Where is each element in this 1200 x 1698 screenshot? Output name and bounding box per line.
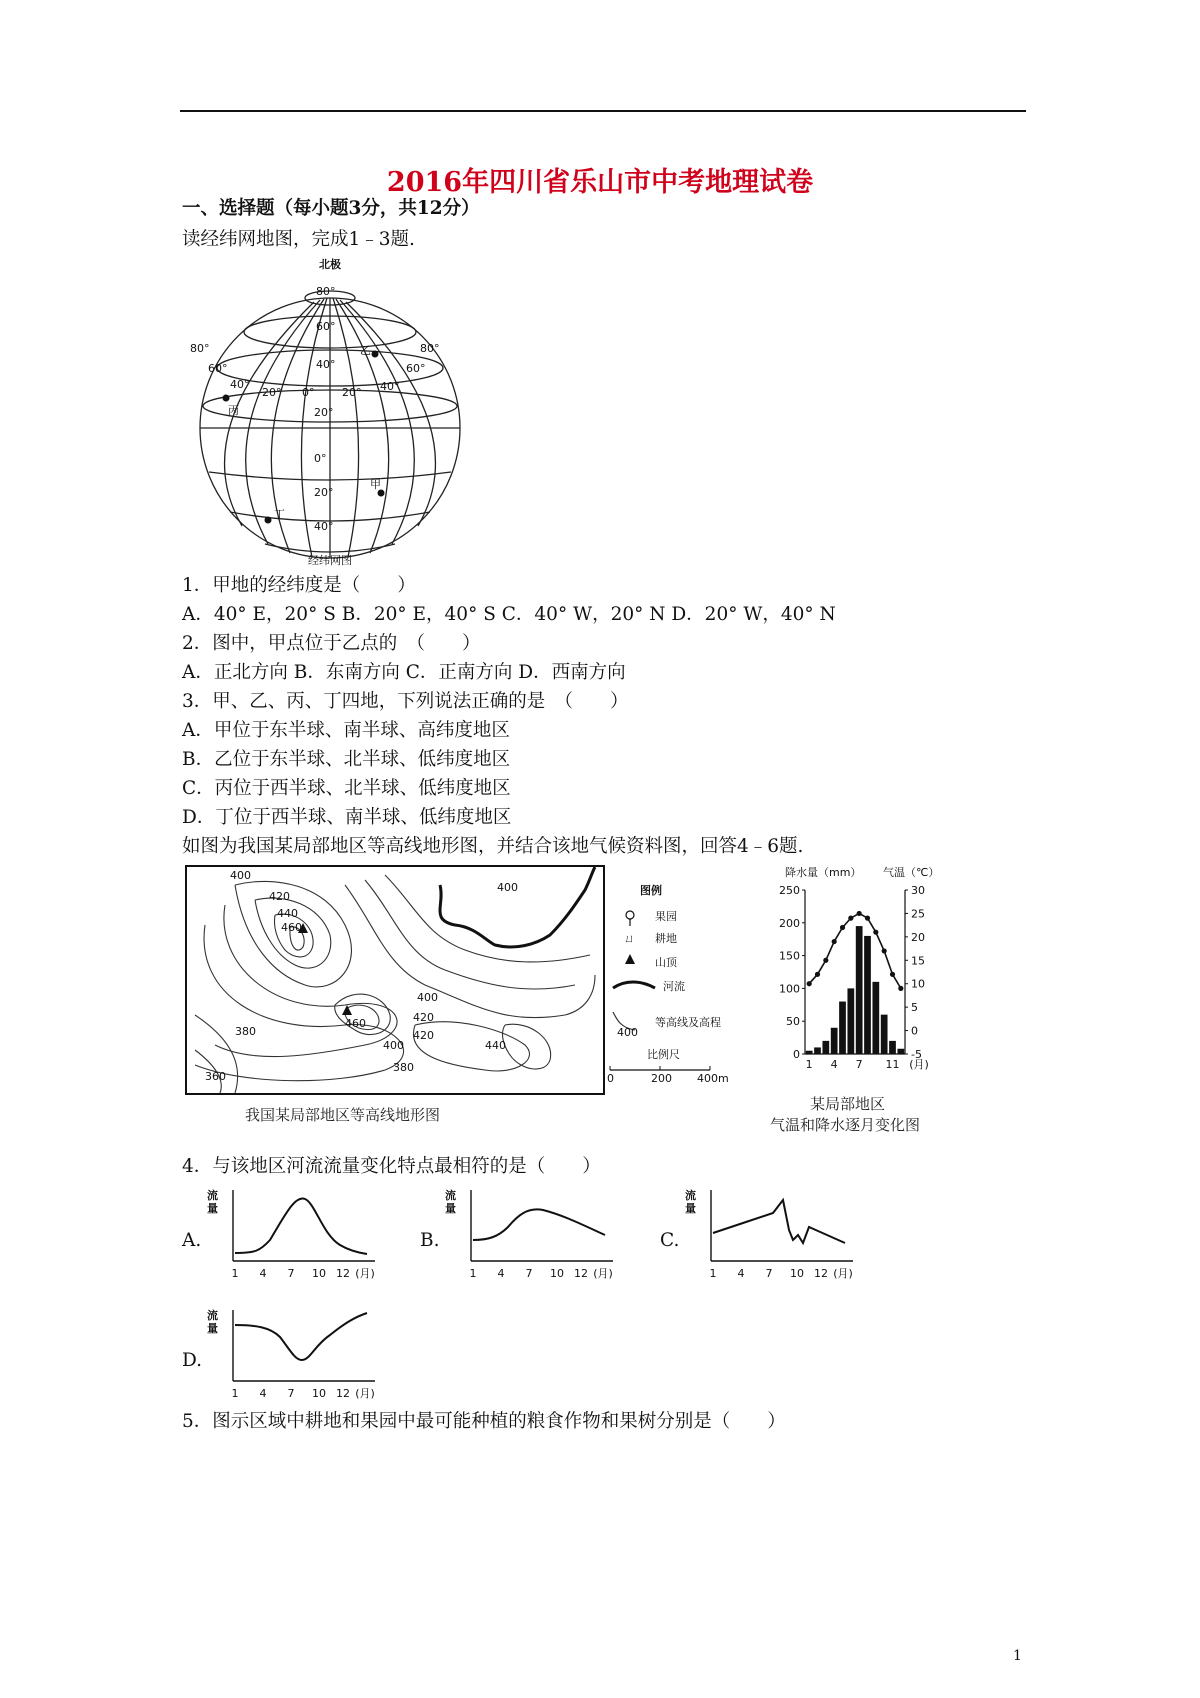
svg-text:420: 420: [269, 890, 290, 903]
q4-y-label: 量: [207, 1202, 218, 1215]
svg-text:20°: 20°: [262, 386, 282, 399]
globe-north-label: 北极: [319, 258, 341, 271]
svg-text:0: 0: [607, 1072, 614, 1085]
q4-x-tick-label: (月): [355, 1387, 375, 1400]
climate-ylabel-left: 降水量（mm）: [785, 866, 862, 879]
svg-text:440: 440: [277, 907, 298, 920]
svg-text:420: 420: [413, 1029, 434, 1042]
climate-ytick-label-left: 200: [779, 916, 800, 930]
q4-x-tick-label: 7: [765, 1267, 773, 1280]
q4-x-tick-label: 4: [259, 1387, 267, 1400]
q4-x-tick-label: 4: [259, 1267, 267, 1280]
svg-text:耕地: 耕地: [655, 932, 677, 945]
climate-precip-bar: [847, 988, 854, 1054]
svg-text:400: 400: [230, 869, 251, 882]
climate-ytick-label-left: 150: [779, 949, 800, 963]
q5-stem: 5．图示区域中耕地和果园中最可能种植的粮食作物和果树分别是（ ）: [182, 1411, 786, 1432]
q4-x-tick-label: 10: [312, 1267, 326, 1280]
climate-ylabel-right: 气温（℃）: [883, 866, 940, 879]
header-rule: [180, 110, 1026, 112]
svg-text:400: 400: [497, 881, 518, 894]
q4-x-tick-label: 12: [814, 1267, 828, 1280]
q4-y-label: 流: [207, 1189, 218, 1202]
svg-text:60°: 60°: [208, 362, 228, 375]
svg-text:60°: 60°: [316, 320, 336, 333]
climate-precip-bar: [864, 936, 871, 1054]
climate-precip-bar: [889, 1041, 896, 1054]
climate-temp-point: [823, 958, 828, 963]
climate-xtick-label: 1: [805, 1058, 813, 1071]
q4-y-label: 量: [445, 1202, 456, 1215]
climate-precip-bar: [897, 1049, 904, 1054]
point-yi: 乙: [360, 344, 371, 357]
q4-label-a: A.: [182, 1230, 202, 1251]
climate-temp-point: [807, 981, 812, 986]
climate-ytick-label-right: 0: [911, 1024, 918, 1038]
climate-ytick-label-left: 250: [779, 884, 800, 897]
climate-xtick-label: 4: [830, 1058, 838, 1071]
q4-y-label: 流: [207, 1309, 218, 1322]
q4-stem: 4．与该地区河流流量变化特点最相符的是（ ）: [182, 1156, 601, 1177]
climate-temp-point: [840, 925, 845, 930]
q3-option-d: D．丁位于西半球、南半球、低纬度地区: [182, 807, 512, 828]
climate-caption-2: 气温和降水逐月变化图: [770, 1116, 921, 1134]
intro-globe: 读经纬网地图，完成1﹣3题.: [182, 229, 415, 250]
climate-temp-point: [898, 986, 903, 991]
q4-x-tick-label: 4: [497, 1267, 505, 1280]
climate-ytick-label-right: 25: [911, 907, 925, 921]
contour-map-caption: 我国某局部地区等高线地形图: [245, 1106, 441, 1124]
climate-xtick-label: 7: [855, 1058, 863, 1071]
q4-x-tick-label: 12: [336, 1387, 350, 1400]
svg-text:果园: 果园: [655, 910, 677, 923]
page-number: 1: [1013, 1648, 1022, 1664]
climate-ytick-label-left: 100: [779, 982, 800, 996]
q3-option-a: A．甲位于东半球、南半球、高纬度地区: [182, 720, 510, 741]
svg-text:440: 440: [485, 1039, 506, 1052]
q4-x-tick-label: 1: [469, 1267, 477, 1280]
climate-temp-point: [832, 939, 837, 944]
q4-x-tick-label: 10: [312, 1387, 326, 1400]
climate-caption-1: 某局部地区: [810, 1095, 886, 1113]
climate-precip-bar: [872, 982, 879, 1054]
svg-text:60°: 60°: [406, 362, 426, 375]
climate-temp-point: [890, 972, 895, 977]
globe-caption: 经纬网图: [308, 554, 352, 567]
q4-x-tick-label: 1: [231, 1267, 239, 1280]
q3-option-c: C．丙位于西半球、北半球、低纬度地区: [182, 778, 511, 799]
svg-text:40°: 40°: [316, 358, 336, 371]
svg-text:400: 400: [417, 991, 438, 1004]
svg-text:460: 460: [281, 921, 302, 934]
page-title: 2016年四川省乐山市中考地理试卷: [386, 167, 814, 198]
climate-ytick-label-right: -5: [911, 1048, 922, 1061]
climate-xtick-label: (月): [909, 1058, 929, 1071]
svg-text:400m: 400m: [697, 1072, 729, 1085]
svg-text:200: 200: [651, 1072, 672, 1085]
svg-text:20°: 20°: [342, 386, 362, 399]
point-bing: 丙: [228, 404, 239, 417]
climate-ytick-label-right: 30: [911, 884, 925, 897]
climate-chart: [765, 862, 950, 1097]
svg-text:ㄩ: ㄩ: [624, 932, 635, 945]
q4-graph-a: [205, 1185, 385, 1285]
climate-temp-point: [873, 930, 878, 935]
svg-text:400: 400: [617, 1026, 638, 1039]
climate-precip-bar: [814, 1047, 821, 1054]
q4-x-tick-label: 4: [737, 1267, 745, 1280]
svg-text:0°: 0°: [314, 452, 327, 465]
svg-text:80°: 80°: [420, 342, 440, 355]
q4-graph-b: [443, 1185, 623, 1285]
q4-x-tick-label: (月): [593, 1267, 613, 1280]
svg-text:400: 400: [383, 1039, 404, 1052]
q4-x-tick-label: 7: [525, 1267, 533, 1280]
svg-text:460: 460: [345, 1017, 366, 1030]
q1-options: A．40° E，20° S B．20° E，40° S C．40° W，20° N D．20° W，40° N: [182, 604, 836, 625]
q4-x-tick-label: 10: [550, 1267, 564, 1280]
q4-x-tick-label: 12: [336, 1267, 350, 1280]
climate-precip-bar: [822, 1041, 829, 1054]
climate-ytick-label-right: 20: [911, 930, 925, 944]
q4-x-tick-label: 12: [574, 1267, 588, 1280]
q4-x-tick-label: (月): [833, 1267, 853, 1280]
svg-text:山顶: 山顶: [655, 956, 677, 969]
svg-text:比例尺: 比例尺: [647, 1048, 680, 1061]
svg-text:等高线及高程: 等高线及高程: [655, 1016, 721, 1029]
climate-ytick-label-right: 15: [911, 954, 925, 968]
q4-label-d: D.: [182, 1350, 203, 1371]
climate-precip-bar: [806, 1051, 813, 1054]
q4-x-tick-label: 10: [790, 1267, 804, 1280]
svg-text:40°: 40°: [380, 380, 400, 393]
svg-text:80°: 80°: [190, 342, 210, 355]
climate-ytick-label-right: 5: [911, 1001, 918, 1015]
svg-text:420: 420: [413, 1011, 434, 1024]
climate-precip-bar: [839, 1002, 846, 1054]
point-jia: 甲: [370, 478, 381, 491]
climate-precip-bar: [831, 1028, 838, 1054]
climate-temp-point: [848, 916, 853, 921]
q4-y-label: 流: [685, 1189, 696, 1202]
q4-y-label: 量: [207, 1322, 218, 1335]
climate-temp-line: [809, 913, 901, 988]
q4-y-label: 量: [685, 1202, 696, 1215]
q4-x-tick-label: 7: [287, 1267, 295, 1280]
q4-graph-c: [683, 1185, 863, 1285]
climate-temp-point: [882, 948, 887, 953]
climate-ytick-label-left: 50: [786, 1015, 800, 1029]
q2-stem: 2．图中，甲点位于乙点的 （ ）: [182, 633, 481, 654]
q1-stem: 1．甲地的经纬度是（ ）: [182, 575, 416, 596]
svg-text:80°: 80°: [316, 285, 336, 298]
climate-precip-bar: [881, 1015, 888, 1054]
climate-temp-point: [857, 911, 862, 916]
climate-precip-bar: [856, 926, 863, 1054]
q4-x-tick-label: 1: [231, 1387, 239, 1400]
svg-text:380: 380: [235, 1025, 256, 1038]
q4-label-b: B.: [420, 1230, 440, 1251]
globe-figure: [180, 250, 480, 570]
point-ding: 丁: [274, 508, 285, 521]
q4-x-tick-label: 7: [287, 1387, 295, 1400]
q3-stem: 3．甲、乙、丙、丁四地，下列说法正确的是 （ ）: [182, 691, 629, 712]
climate-ytick-label-left: 0: [793, 1048, 800, 1061]
q4-x-tick-label: (月): [355, 1267, 375, 1280]
q4-label-c: C.: [660, 1230, 680, 1251]
svg-text:0°: 0°: [302, 386, 315, 399]
intro-contour: 如图为我国某局部地区等高线地形图，并结合该地气候资料图，回答4﹣6题.: [182, 836, 804, 857]
svg-text:20°: 20°: [314, 486, 334, 499]
svg-text:40°: 40°: [314, 520, 334, 533]
climate-ytick-label-right: 10: [911, 977, 925, 991]
q4-x-tick-label: 1: [709, 1267, 717, 1280]
q4-graph-d: [205, 1305, 385, 1405]
section-heading: 一、选择题（每小题3分，共12分）: [182, 198, 480, 219]
contour-map: [185, 865, 605, 1095]
q3-option-b: B．乙位于东半球、北半球、低纬度地区: [182, 749, 511, 770]
climate-temp-point: [865, 916, 870, 921]
svg-text:380: 380: [393, 1061, 414, 1074]
q2-options: A．正北方向 B．东南方向 C．正南方向 D．西南方向: [182, 662, 626, 683]
q4-y-label: 流: [445, 1189, 456, 1202]
svg-text:图例: 图例: [640, 884, 662, 897]
climate-xtick-label: 11: [885, 1058, 900, 1071]
svg-text:40°: 40°: [230, 378, 250, 391]
svg-text:河流: 河流: [663, 980, 685, 993]
svg-text:20°: 20°: [314, 406, 334, 419]
map-legend: [605, 870, 765, 1100]
climate-temp-point: [815, 972, 820, 977]
svg-text:360: 360: [205, 1070, 226, 1083]
